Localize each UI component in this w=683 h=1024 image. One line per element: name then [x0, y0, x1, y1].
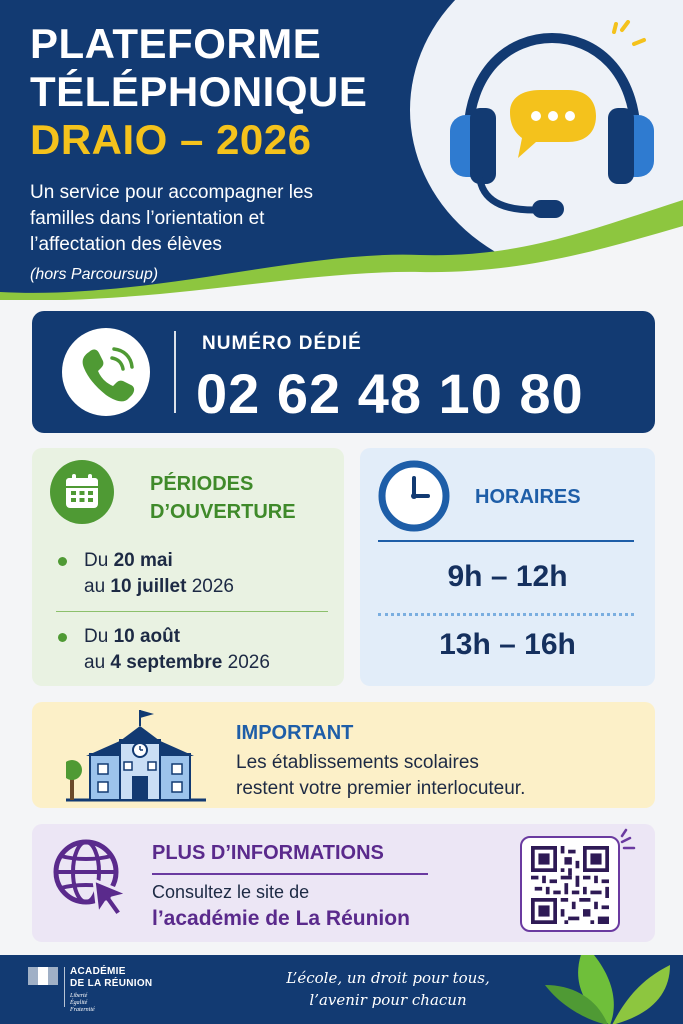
title-line-3: DRAIO – 2026 — [30, 116, 312, 163]
important-card — [32, 702, 655, 808]
chat-bubble-icon — [510, 90, 596, 158]
academy-line-2: DE LA RÉUNION — [70, 978, 153, 989]
period-end: 4 septembre — [110, 652, 223, 673]
period-start: 20 mai — [113, 550, 173, 571]
opening-periods-card — [32, 448, 344, 686]
period-mid: au — [84, 576, 111, 597]
globe-icon — [50, 836, 134, 920]
slogan-line-1: L’école, un droit pour tous, — [286, 969, 490, 987]
academy-line-1: ACADÉMIE — [70, 966, 126, 977]
bullet — [58, 557, 67, 566]
more-info-card — [32, 824, 655, 942]
bullet — [58, 633, 67, 642]
header — [0, 0, 683, 300]
title-line-1: PLATEFORME — [30, 20, 322, 67]
period-text — [84, 624, 270, 676]
slogan — [268, 967, 508, 1011]
calendar-icon-circle — [50, 460, 114, 524]
motto-line-3: Fraternité — [70, 1007, 95, 1013]
periods-title: PÉRIODES D’OUVERTURE — [150, 473, 296, 523]
qr-highlight-icon — [620, 828, 644, 852]
school-building-icon — [66, 706, 206, 806]
period-prefix: Du — [84, 626, 114, 647]
period-text — [84, 548, 234, 600]
period-mid: au — [84, 652, 111, 673]
period-year: 2026 — [186, 576, 234, 597]
phone-label: NUMÉRO DÉDIÉ — [202, 333, 362, 354]
info-text: Consultez le site de — [152, 882, 310, 902]
republic-motto — [70, 993, 95, 1014]
period-start: 10 août — [113, 626, 181, 647]
academy-logo-text — [70, 966, 152, 990]
period-year: 2026 — [222, 652, 270, 673]
important-text — [236, 750, 525, 802]
phone-icon-circle — [62, 328, 150, 416]
page-title — [30, 20, 367, 164]
cursor-icon — [94, 880, 128, 916]
footer — [0, 955, 683, 1024]
academy-website-link[interactable]: l’académie de La Réunion — [152, 907, 410, 930]
phone-number[interactable]: 02 62 48 10 80 — [196, 362, 584, 425]
motto-line-1: Liberté — [70, 993, 88, 999]
hours-card — [360, 448, 655, 686]
period-end: 10 juillet — [110, 576, 187, 597]
qr-code-icon — [531, 846, 609, 924]
subtitle: Un service pour accompagner les familles dans l’orientation et l’affectation des élèves — [30, 182, 314, 255]
important-title: IMPORTANT — [236, 722, 354, 744]
period-prefix: Du — [84, 550, 114, 571]
info-title: PLUS D’INFORMATIONS — [152, 842, 384, 864]
phone-box — [32, 311, 655, 433]
phone-divider — [174, 331, 176, 413]
subtitle-note: (hors Parcoursup) — [30, 266, 159, 283]
calendar-icon — [50, 460, 114, 524]
hours-dotted-divider — [378, 613, 634, 616]
hours-title: HORAIRES — [475, 486, 581, 508]
clock-icon — [376, 458, 452, 534]
qr-code[interactable] — [520, 836, 620, 932]
hours-divider — [378, 540, 634, 542]
phone-icon — [62, 328, 150, 416]
info-divider — [152, 873, 428, 875]
important-line-1: Les établissements scolaires — [236, 752, 479, 773]
footer-divider — [64, 967, 65, 1007]
leaves-icon — [540, 955, 683, 1024]
headset-icon — [440, 20, 670, 250]
periods-separator — [56, 611, 328, 612]
title-line-2: TÉLÉPHONIQUE — [30, 68, 368, 115]
flag-icon — [28, 967, 58, 985]
hours-slot: 9h – 12h — [447, 560, 568, 593]
motto-line-2: Égalité — [70, 1000, 88, 1006]
slogan-line-2: l’avenir pour chacun — [309, 991, 467, 1009]
important-line-2: restent votre premier interlocuteur. — [236, 778, 526, 799]
hours-slot: 13h – 16h — [439, 628, 576, 661]
